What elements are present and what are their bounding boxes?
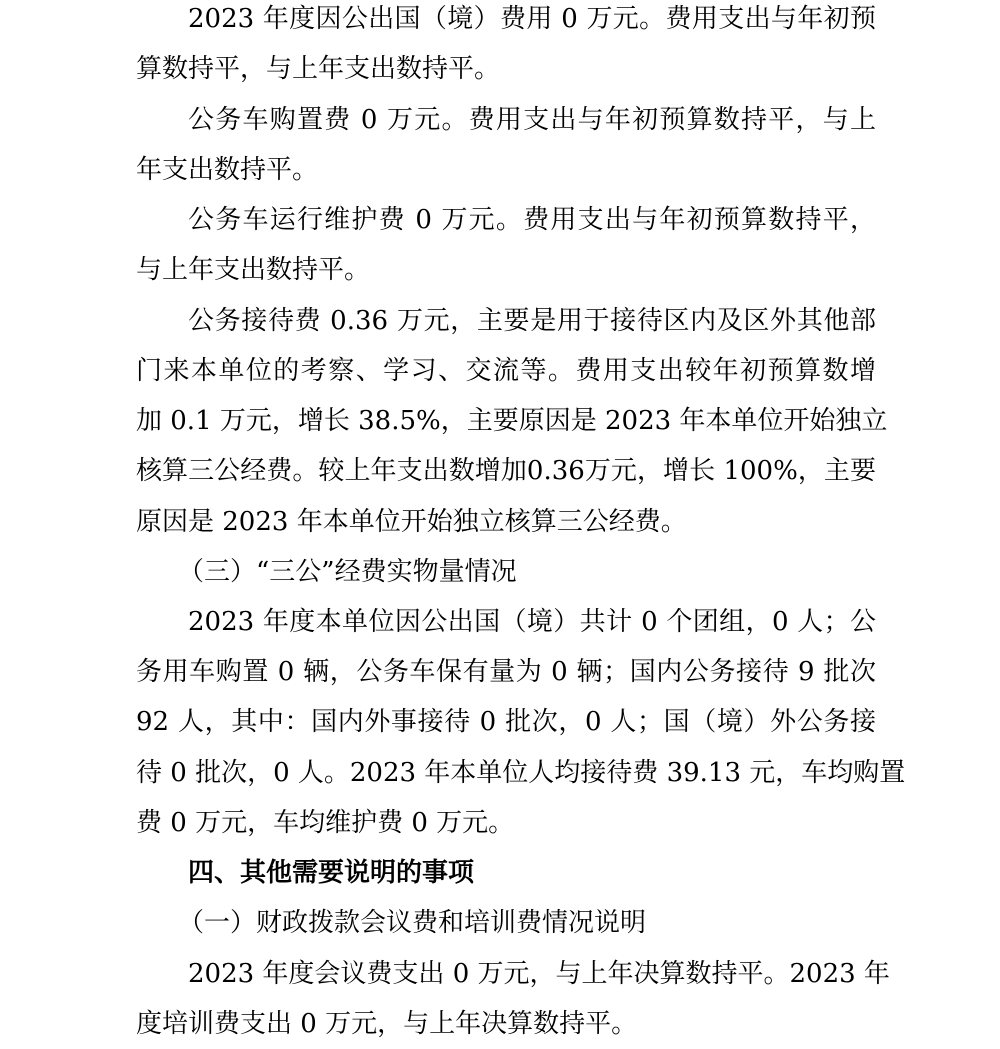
chapter-heading: 四、其他需要说明的事项 bbox=[188, 858, 475, 888]
text-line: 度培训费支出 0 万元，与上年决算数持平。 bbox=[136, 1009, 638, 1039]
text-line: 算数持平，与上年支出数持平。 bbox=[136, 54, 501, 84]
text-line: 2023 年度因公出国（境）费用 0 万元。费用支出与年初预 bbox=[188, 4, 876, 34]
text-line: 年支出数持平。 bbox=[136, 155, 319, 185]
text-line: 与上年支出数持平。 bbox=[136, 255, 371, 285]
text-line: 务用车购置 0 辆，公务车保有量为 0 辆；国内公务接待 9 批次 bbox=[136, 657, 876, 687]
text-line: 公务车购置费 0 万元。费用支出与年初预算数持平，与上 bbox=[188, 105, 876, 135]
text-line: 门来本单位的考察、学习、交流等。费用支出较年初预算数增 bbox=[136, 356, 876, 386]
text-line: 加 0.1 万元，增长 38.5%，主要原因是 2023 年本单位开始独立 bbox=[136, 406, 888, 436]
text-line: 2023 年度会议费支出 0 万元，与上年决算数持平。2023 年 bbox=[188, 959, 890, 989]
text-line: 2023 年度本单位因公出国（境）共计 0 个团组，0 人；公 bbox=[188, 607, 876, 637]
text-line: 待 0 批次，0 人。2023 年本单位人均接待费 39.13 元，车均购置 bbox=[136, 758, 906, 788]
text-line: 92 人，其中：国内外事接待 0 批次，0 人；国（境）外公务接 bbox=[136, 707, 876, 737]
text-line: 原因是 2023 年本单位开始独立核算三公经费。 bbox=[136, 507, 687, 537]
section-heading: （一）财政拨款会议费和培训费情况说明 bbox=[178, 908, 647, 938]
section-heading: （三）“三公”经费实物量情况 bbox=[178, 557, 517, 587]
text-line: 费 0 万元，车均维护费 0 万元。 bbox=[136, 808, 515, 838]
text-line: 公务接待费 0.36 万元，主要是用于接待区内及区外其他部 bbox=[188, 306, 876, 336]
text-line: 公务车运行维护费 0 万元。费用支出与年初预算数持平， bbox=[188, 205, 876, 235]
text-line: 核算三公经费。较上年支出数增加0.36万元，增长 100%，主要 bbox=[136, 456, 876, 486]
